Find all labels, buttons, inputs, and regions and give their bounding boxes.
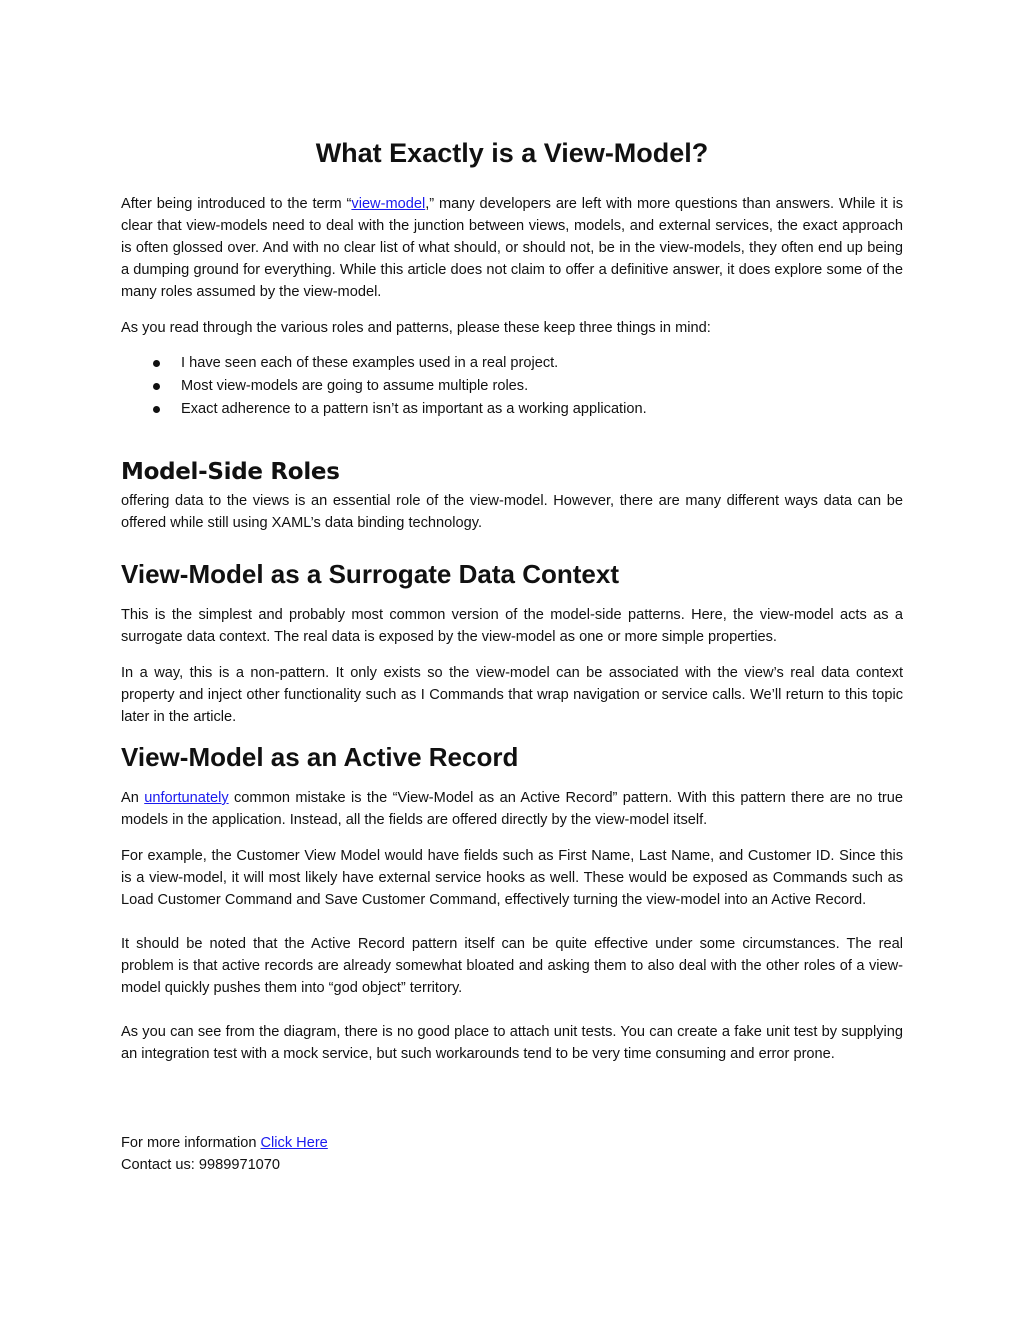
intro-text-rest: ,” many developers are left with more questions than answers. While it is clear that view-models need to deal with the junction between views, models, and external services, the exact approach is often glossed over. And with no clear list of what should, or should not, be in the view-models, they often end up being a dumping ground for everything. While this article does not claim to offer a definitive answer, it does explore some of the many roles assumed by the view-model. [121, 196, 904, 300]
active-record-p1-rest: common mistake is the “View-Model as an Active Record” pattern. With this pattern there are no true models in the application. Instead, all the fields are offered directly by the view-model itself. [121, 790, 904, 828]
active-record-paragraph-4: As you can see from the diagram, there is no good place to attach unit tests. You can create a fake unit test by supplying an integration test with a mock service, but such workarounds tend to be very time consuming and error prone. [121, 1024, 903, 1062]
page-title: What Exactly is a View-Model? [315, 138, 709, 168]
bullet-list-block [121, 352, 903, 421]
intro-paragraph-block [121, 193, 903, 303]
unfortunately-link[interactable]: unfortunately [144, 790, 229, 806]
bullet-icon [153, 383, 160, 390]
list-item [121, 375, 903, 398]
list-item-text: Most view-models are going to assume multiple roles. [181, 378, 529, 394]
bullet-icon [153, 360, 160, 367]
list-item [121, 352, 903, 375]
active-record-paragraph-2: For example, the Customer View Model would have fields such as First Name, Last Name, and Customer ID. Since this is a view-model, it will most likely have external service hooks as well. These would be exposed as Commands such as Load Customer Command and Save Customer Command, effectively turning the view-model into an Active Record. [121, 848, 903, 908]
model-side-paragraph: offering data to the views is an essential role of the view-model. However, there are many different ways data can be offered while still using XAML’s data binding technology. [121, 493, 903, 531]
surrogate-section [121, 557, 903, 728]
surrogate-paragraph-2: In a way, this is a non-pattern. It only exists so the view-model can be associated with the view’s real data context property and inject other functionality such as I Commands that wrap navigation or service calls. We’ll return to this topic later in the article. [121, 665, 903, 725]
active-record-paragraph-3: It should be noted that the Active Record pattern itself can be quite effective under some circumstances. The real problem is that active records are already somewhat bloated and asking them to also deal with the other roles of a view-model quickly pushes them into “god object” territory. [121, 936, 903, 996]
model-side-section [121, 457, 903, 534]
click-here-link[interactable]: Click Here [260, 1135, 328, 1151]
surrogate-heading: View-Model as a Surrogate Data Context [121, 559, 619, 589]
more-info-label: For more information [121, 1135, 261, 1151]
active-record-paragraph-1 [121, 787, 903, 831]
active-record-p1-start: An [121, 790, 145, 806]
bullet-list [121, 352, 903, 421]
model-side-heading: Model-Side Roles [121, 459, 340, 485]
active-record-section [121, 740, 903, 1065]
intro-paragraph [121, 193, 903, 303]
intro-text-start: After being introduced to the term “ [121, 196, 352, 212]
lead-in-paragraph: As you read through the various roles and patterns, please these keep three things in mind: [121, 320, 711, 336]
active-record-heading: View-Model as an Active Record [121, 742, 519, 772]
list-item [121, 398, 903, 421]
list-item-text: I have seen each of these examples used in a real project. [181, 355, 559, 371]
bullet-icon [153, 406, 160, 413]
view-model-link[interactable]: view-model [351, 196, 426, 212]
more-info-line [121, 1132, 903, 1154]
contact-line: Contact us: 9989971070 [121, 1157, 281, 1173]
list-item-text: Exact adherence to a pattern isn’t as important as a working application. [181, 401, 647, 417]
lead-in-block [121, 317, 903, 339]
footer-block [121, 1132, 903, 1176]
surrogate-paragraph-1: This is the simplest and probably most common version of the model-side patterns. Here, the view-model acts as a surrogate data context. The real data is exposed by the view-model as one or more simple properties. [121, 607, 903, 645]
